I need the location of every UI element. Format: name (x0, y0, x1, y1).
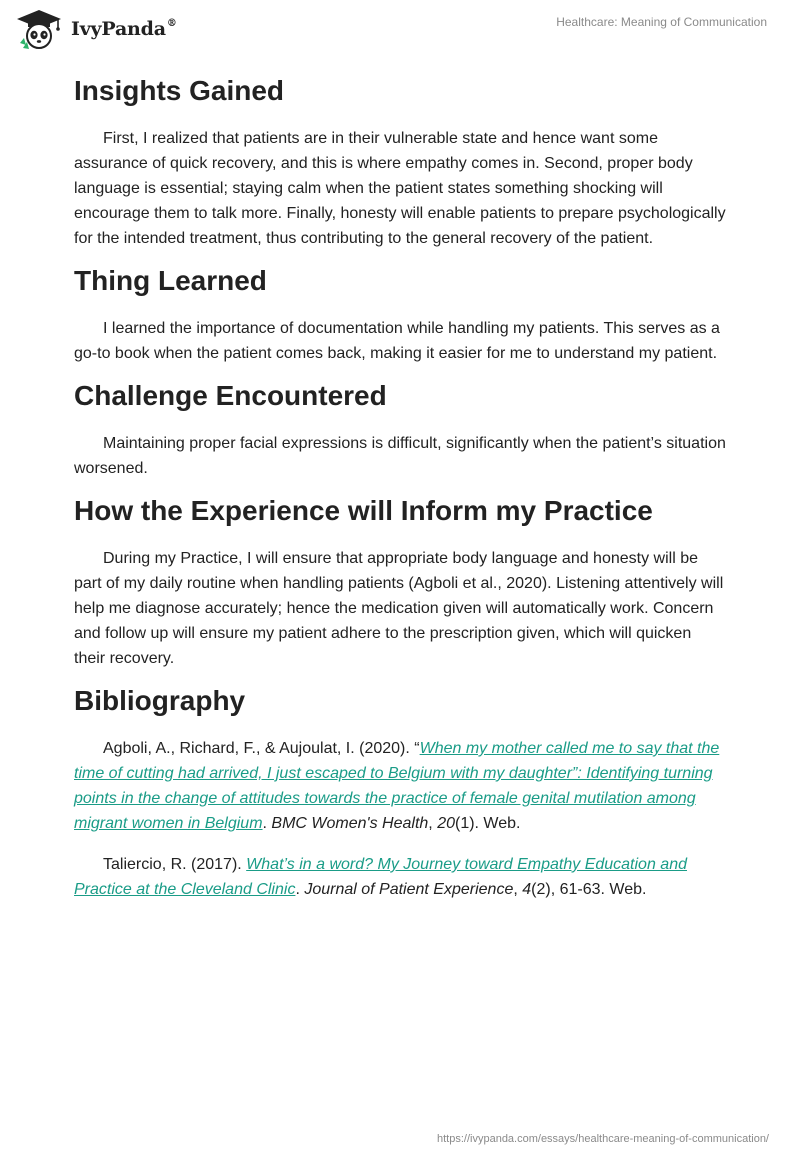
reference-link-agboli[interactable]: When my mother called me to say that the time of cutting had arrived, I just escaped to Belgium with my daughter”: Identifying turning points in the change of attitudes towards the practice of female genital mutilation among migrant women in Belgium (74, 740, 720, 832)
paragraph-challenge-encountered: Maintaining proper facial expressions is difficult, significantly when the patient’s situation worsened. (74, 435, 726, 477)
paragraph-thing-learned: I learned the importance of documentation while handling my patients. This serves as a go-to book when the patient comes back, making it easier for me to understand my patient. (74, 320, 720, 362)
heading-thing-learned: Thing Learned (74, 265, 267, 296)
footer-url: https://ivypanda.com/essays/healthcare-meaning-of-communication/ (437, 1133, 769, 1145)
paragraph-practice: During my Practice, I will ensure that appropriate body language and honesty will be part of my daily routine when handling patients (Agboli et al., 2020). Listening attentively will help me diagnose accurately; hence the medication given will automatically work. Concern and follow up will ensure my patient adhere to the prescription given, which will quicken their recovery. (74, 550, 724, 667)
paragraph-insights-gained: First, I realized that patients are in their vulnerable state and hence want some assurance of quick recovery, and this is where empathy comes in. Second, proper body language is essential; staying calm when the patient states something shocking will encourage them to talk more. Finally, honesty will enable patients to prepare psychologically for the intended treatment, thus contributing to the general recovery of the patient. (74, 130, 726, 247)
entry-authors: Taliercio, R. (2017). (103, 856, 247, 873)
reference-link-taliercio[interactable]: What’s in a word? My Journey toward Empathy Education and Practice at the Cleveland Clinic (74, 856, 687, 898)
entry-authors: Agboli, A., Richard, F., & Aujoulat, I. (2020). “ (103, 740, 420, 757)
entry-volume: 4 (522, 881, 532, 898)
bibliography-entry: Taliercio, R. (2017). What’s in a word? My Journey toward Empathy Education and Practice at the Cleveland Clinic. Journal of Patient Experience, 4(2), 61-63. Web. (74, 856, 687, 898)
heading-practice: How the Experience will Inform my Practice (74, 495, 653, 526)
bibliography-entry: Agboli, A., Richard, F., & Aujoulat, I. (2020). “When my mother called me to say that the time of cutting had arrived, I just escaped to Belgium with my daughter”: Identifying turning points in the change of attitudes towards the practice of female genital mutilation among migrant women in Belgium. BMC Women's Health, 20(1). Web. (74, 740, 720, 832)
page-header (0, 0, 800, 60)
entry-journal: BMC Women's Health (271, 815, 429, 832)
heading-bibliography: Bibliography (74, 685, 246, 716)
panda-mortarboard-icon (14, 8, 64, 50)
essay-content (74, 72, 726, 913)
document-title: Healthcare: Meaning of Communication (556, 15, 767, 29)
ivypanda-logo[interactable] (14, 8, 177, 50)
entry-volume: 20 (437, 815, 455, 832)
heading-insights-gained: Insights Gained (74, 75, 285, 106)
entry-journal: Journal of Patient Experience (304, 881, 514, 898)
brand-name: IvyPanda® (71, 18, 177, 40)
heading-challenge-encountered: Challenge Encountered (74, 380, 387, 411)
